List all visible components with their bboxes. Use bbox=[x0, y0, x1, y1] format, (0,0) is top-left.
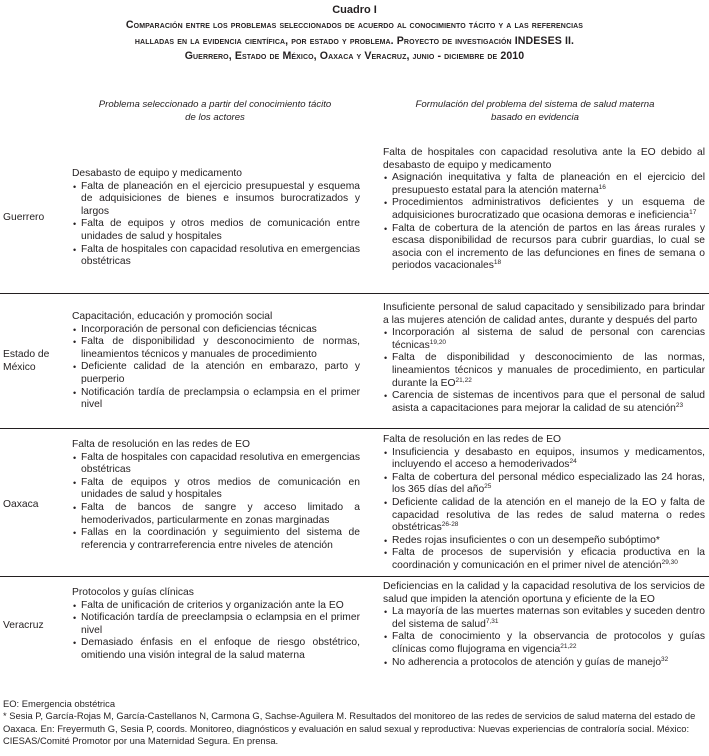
state-label-line: Estado de bbox=[3, 349, 50, 360]
table-row-veracruz bbox=[0, 577, 709, 687]
list-item bbox=[383, 547, 705, 572]
list-item-text: Falta de cobertura de la atención de partos en las áreas rurales y escasa disponibilidad de recursos para cubrir guardias, lo cual se asocia con el incremento de las defunciones en fines de semana o periodos vacacionales bbox=[392, 222, 705, 272]
reference-number: 7,31 bbox=[485, 617, 499, 625]
state-label bbox=[3, 349, 49, 374]
list-item-text: Falta de conocimiento y la observancia de protocolos y guías clínicas como flujograma en vigencia bbox=[392, 631, 705, 655]
caption-line: Guerrero, Estado de México, Oaxaca y Veracruz, junio - diciembre de 2010 bbox=[184, 50, 525, 62]
list-item bbox=[383, 447, 705, 472]
tacit-problem-cell bbox=[72, 439, 360, 552]
caption-line: Comparación entre los problemas seleccionados de acuerdo al conocimiento tácito y a las referencias bbox=[125, 19, 584, 31]
list-item bbox=[383, 535, 705, 548]
evidence-problem-list bbox=[383, 606, 705, 669]
evidence-problem-cell bbox=[383, 434, 705, 573]
state-label-line: México bbox=[3, 361, 36, 373]
column-headers bbox=[0, 99, 709, 129]
list-item bbox=[383, 172, 705, 197]
list-item bbox=[383, 606, 705, 631]
state-label: Guerrero bbox=[3, 212, 45, 223]
reference-number: 26-28 bbox=[441, 521, 459, 529]
list-item bbox=[383, 497, 705, 535]
list-item bbox=[383, 197, 705, 222]
column-header-evidence bbox=[400, 99, 670, 124]
evidence-problem-heading: Falta de hospitales con capacidad resolutiva ante la EO debido al desabasto de equipo y medicamento bbox=[383, 147, 705, 171]
table-title-block bbox=[0, 0, 709, 65]
reference-number: 21,22 bbox=[560, 642, 577, 650]
list-item-text: Falta de cobertura del personal médico especializado las 24 horas, los 365 días del año bbox=[392, 471, 705, 496]
tacit-problem-list bbox=[72, 324, 360, 412]
list-item-text: Asignación inequitativa y falta de planeación en el ejercicio del presupuesto estatal para la atención materna bbox=[392, 172, 705, 196]
list-item-text: La mayoría de las muertes maternas son evitables y suceden dentro del sistema de salud bbox=[392, 606, 705, 630]
reference-number: 16 bbox=[598, 183, 606, 191]
reference-number: 23 bbox=[675, 401, 684, 409]
list-item: • Demasiado énfasis en el enfoque de riesgo obstétrico, omitiendo una visión integral de la salud materna bbox=[72, 637, 360, 662]
tacit-problem-list bbox=[72, 181, 360, 269]
table-footnotes bbox=[3, 698, 706, 748]
list-item-text: Deficiente calidad de la atención en el manejo de la EO y falta de capacidad resolutiva de las redes de salud materna o redes obstétricas bbox=[392, 496, 705, 534]
column-header-line: de los actores bbox=[185, 111, 245, 123]
evidence-problem-list bbox=[383, 447, 705, 573]
reference-number: 21,22 bbox=[455, 376, 472, 384]
table-row-estado-de-mexico bbox=[0, 294, 709, 429]
state-label: Veracruz bbox=[3, 620, 44, 631]
list-item-text: Procedimientos administrativos deficientes y un esquema de adquisiciones burocratizado que ocasiona demoras e ineficiencia bbox=[392, 197, 705, 221]
reference-number: 18 bbox=[493, 259, 502, 267]
list-item: • Falta de hospitales con capacidad resolutiva en emergencias obstétricas bbox=[72, 452, 360, 477]
tacit-problem-heading: Capacitación, educación y promoción social bbox=[72, 311, 273, 322]
state-label: Oaxaca bbox=[3, 499, 39, 510]
list-item-text: Incorporación al sistema de salud de personal con carencias técnicas bbox=[392, 327, 705, 351]
list-item: • Falta de disponibilidad y desconocimiento de normas, lineamientos técnicos y manuales de procedimiento bbox=[72, 336, 360, 361]
column-header-line: Formulación del problema del sistema de salud materna bbox=[415, 99, 655, 110]
tacit-problem-cell bbox=[72, 311, 360, 412]
list-item-text: Carencia de sistemas de incentivos para que el personal de salud asista a capacitaciones para mejorar la calidad de su atención bbox=[392, 390, 705, 414]
reference-number: 19,20 bbox=[429, 338, 447, 346]
list-item-text: Insuficiencia y desabasto en equipos, insumos y medicamentos, incluyendo el acceso a hemoderivados bbox=[392, 446, 705, 471]
column-header-line: Problema seleccionado a partir del conocimiento tácito bbox=[98, 99, 332, 110]
list-item-text: Redes rojas insuficientes o con un desempeño subóptimo* bbox=[392, 534, 660, 546]
evidence-problem-cell bbox=[383, 302, 705, 415]
tacit-problem-cell bbox=[72, 587, 360, 663]
column-header-line: basado en evidencia bbox=[490, 111, 579, 123]
tacit-problem-heading: Desabasto de equipo y medicamento bbox=[72, 168, 243, 179]
evidence-problem-cell bbox=[383, 147, 705, 273]
list-item bbox=[383, 657, 705, 670]
evidence-problem-list bbox=[383, 172, 705, 273]
evidence-problem-heading: Deficiencias en la calidad y la capacidad resolutiva de los servicios de salud que impiden la atención oportuna y eficiente de la EO bbox=[383, 581, 705, 605]
list-item-text: No adherencia a protocolos de atención y guías de manejo bbox=[392, 656, 662, 668]
tacit-problem-list bbox=[72, 452, 360, 553]
tacit-problem-list bbox=[72, 600, 360, 663]
evidence-problem-cell bbox=[383, 581, 705, 669]
evidence-problem-heading: Insuficiente personal de salud capacitado y sensibilizado para brindar a las mujeres atención de calidad antes, durante y después del parto bbox=[383, 302, 705, 326]
table-row-oaxaca bbox=[0, 429, 709, 577]
table-caption bbox=[0, 17, 709, 65]
reference-footnote: * Sesia P, García-Rojas M, García-Castellanos N, Carmona G, Sachse-Aguilera M. Resultados del monitoreo de las redes de servicios de salud materna del estado de Oaxaca. En: Freyermuth G, Sesia P, coords. Monitoreo, diagnósticos y evaluación en salud sexual y reproductiva: Nuevas experiencias de contraloría social. México: CIESAS/Comité Promotor por una Maternidad Segura. En prensa. bbox=[3, 710, 696, 747]
list-item-text: Falta de procesos de supervisión y eficacia productiva en la coordinación y comunicación en el primer nivel de atención bbox=[392, 547, 705, 571]
column-header-tacit bbox=[95, 99, 335, 124]
tacit-problem-heading: Falta de resolución en las redes de EO bbox=[72, 439, 251, 450]
list-item-text: Falta de disponibilidad y desconocimiento de las normas, lineamientos técnicos y manuales de procedimiento, en particular durante la EO bbox=[392, 352, 705, 389]
list-item: • Deficiente calidad de la atención en embarazo, parto y puerperio bbox=[72, 361, 360, 386]
list-item bbox=[383, 390, 705, 415]
reference-number: 25 bbox=[484, 483, 492, 491]
list-item: • Falta de hospitales con capacidad resolutiva en emergencias obstétricas bbox=[72, 244, 360, 269]
list-item: • Falta de equipos y otros medios de comunicación entre unidades de salud y hospitales bbox=[72, 218, 360, 243]
reference-number: 32 bbox=[661, 655, 669, 663]
list-item: • Fallas en la coordinación y seguimiento del sistema de referencia y contrarreferencia entre niveles de atención bbox=[72, 527, 360, 552]
evidence-problem-heading: Falta de resolución en las redes de EO bbox=[383, 434, 562, 445]
list-item bbox=[383, 472, 705, 497]
tacit-problem-cell bbox=[72, 168, 360, 269]
evidence-problem-list bbox=[383, 327, 705, 415]
list-item bbox=[383, 631, 705, 656]
list-item: • Falta de unificación de criterios y organización ante la EO bbox=[72, 600, 360, 613]
table-label: Cuadro I bbox=[332, 4, 377, 16]
list-item: • Falta de equipos y otros medios de comunicación en unidades de salud y hospitales bbox=[72, 477, 360, 502]
list-item bbox=[383, 327, 705, 352]
list-item: • Notificación tardía de preeclampsia o eclampsia en el primer nivel bbox=[72, 612, 360, 637]
abbreviation-footnote: EO: Emergencia obstétrica bbox=[3, 698, 116, 709]
list-item bbox=[383, 223, 705, 273]
tacit-problem-heading: Protocolos y guías clínicas bbox=[72, 587, 194, 598]
list-item bbox=[383, 352, 705, 390]
caption-line: halladas en la evidencia científica, por estado y problema. Proyecto de investigación INDESES II. bbox=[134, 34, 575, 47]
reference-number: 24 bbox=[569, 458, 577, 466]
reference-number: 29,30 bbox=[661, 558, 678, 566]
reference-number: 17 bbox=[689, 208, 697, 216]
list-item: • Incorporación de personal con deficiencias técnicas bbox=[72, 324, 360, 337]
list-item: • Falta de planeación en el ejercicio presupuestal y esquema de adquisiciones de bienes e insumos burocratizados y largos bbox=[72, 181, 360, 219]
list-item: • Notificación tardía de preclampsia o eclampsia en el primer nivel bbox=[72, 387, 360, 412]
list-item: • Falta de bancos de sangre y acceso limitado a hemoderivados, particularmente en zonas marginadas bbox=[72, 502, 360, 527]
table-row-guerrero bbox=[0, 140, 709, 294]
